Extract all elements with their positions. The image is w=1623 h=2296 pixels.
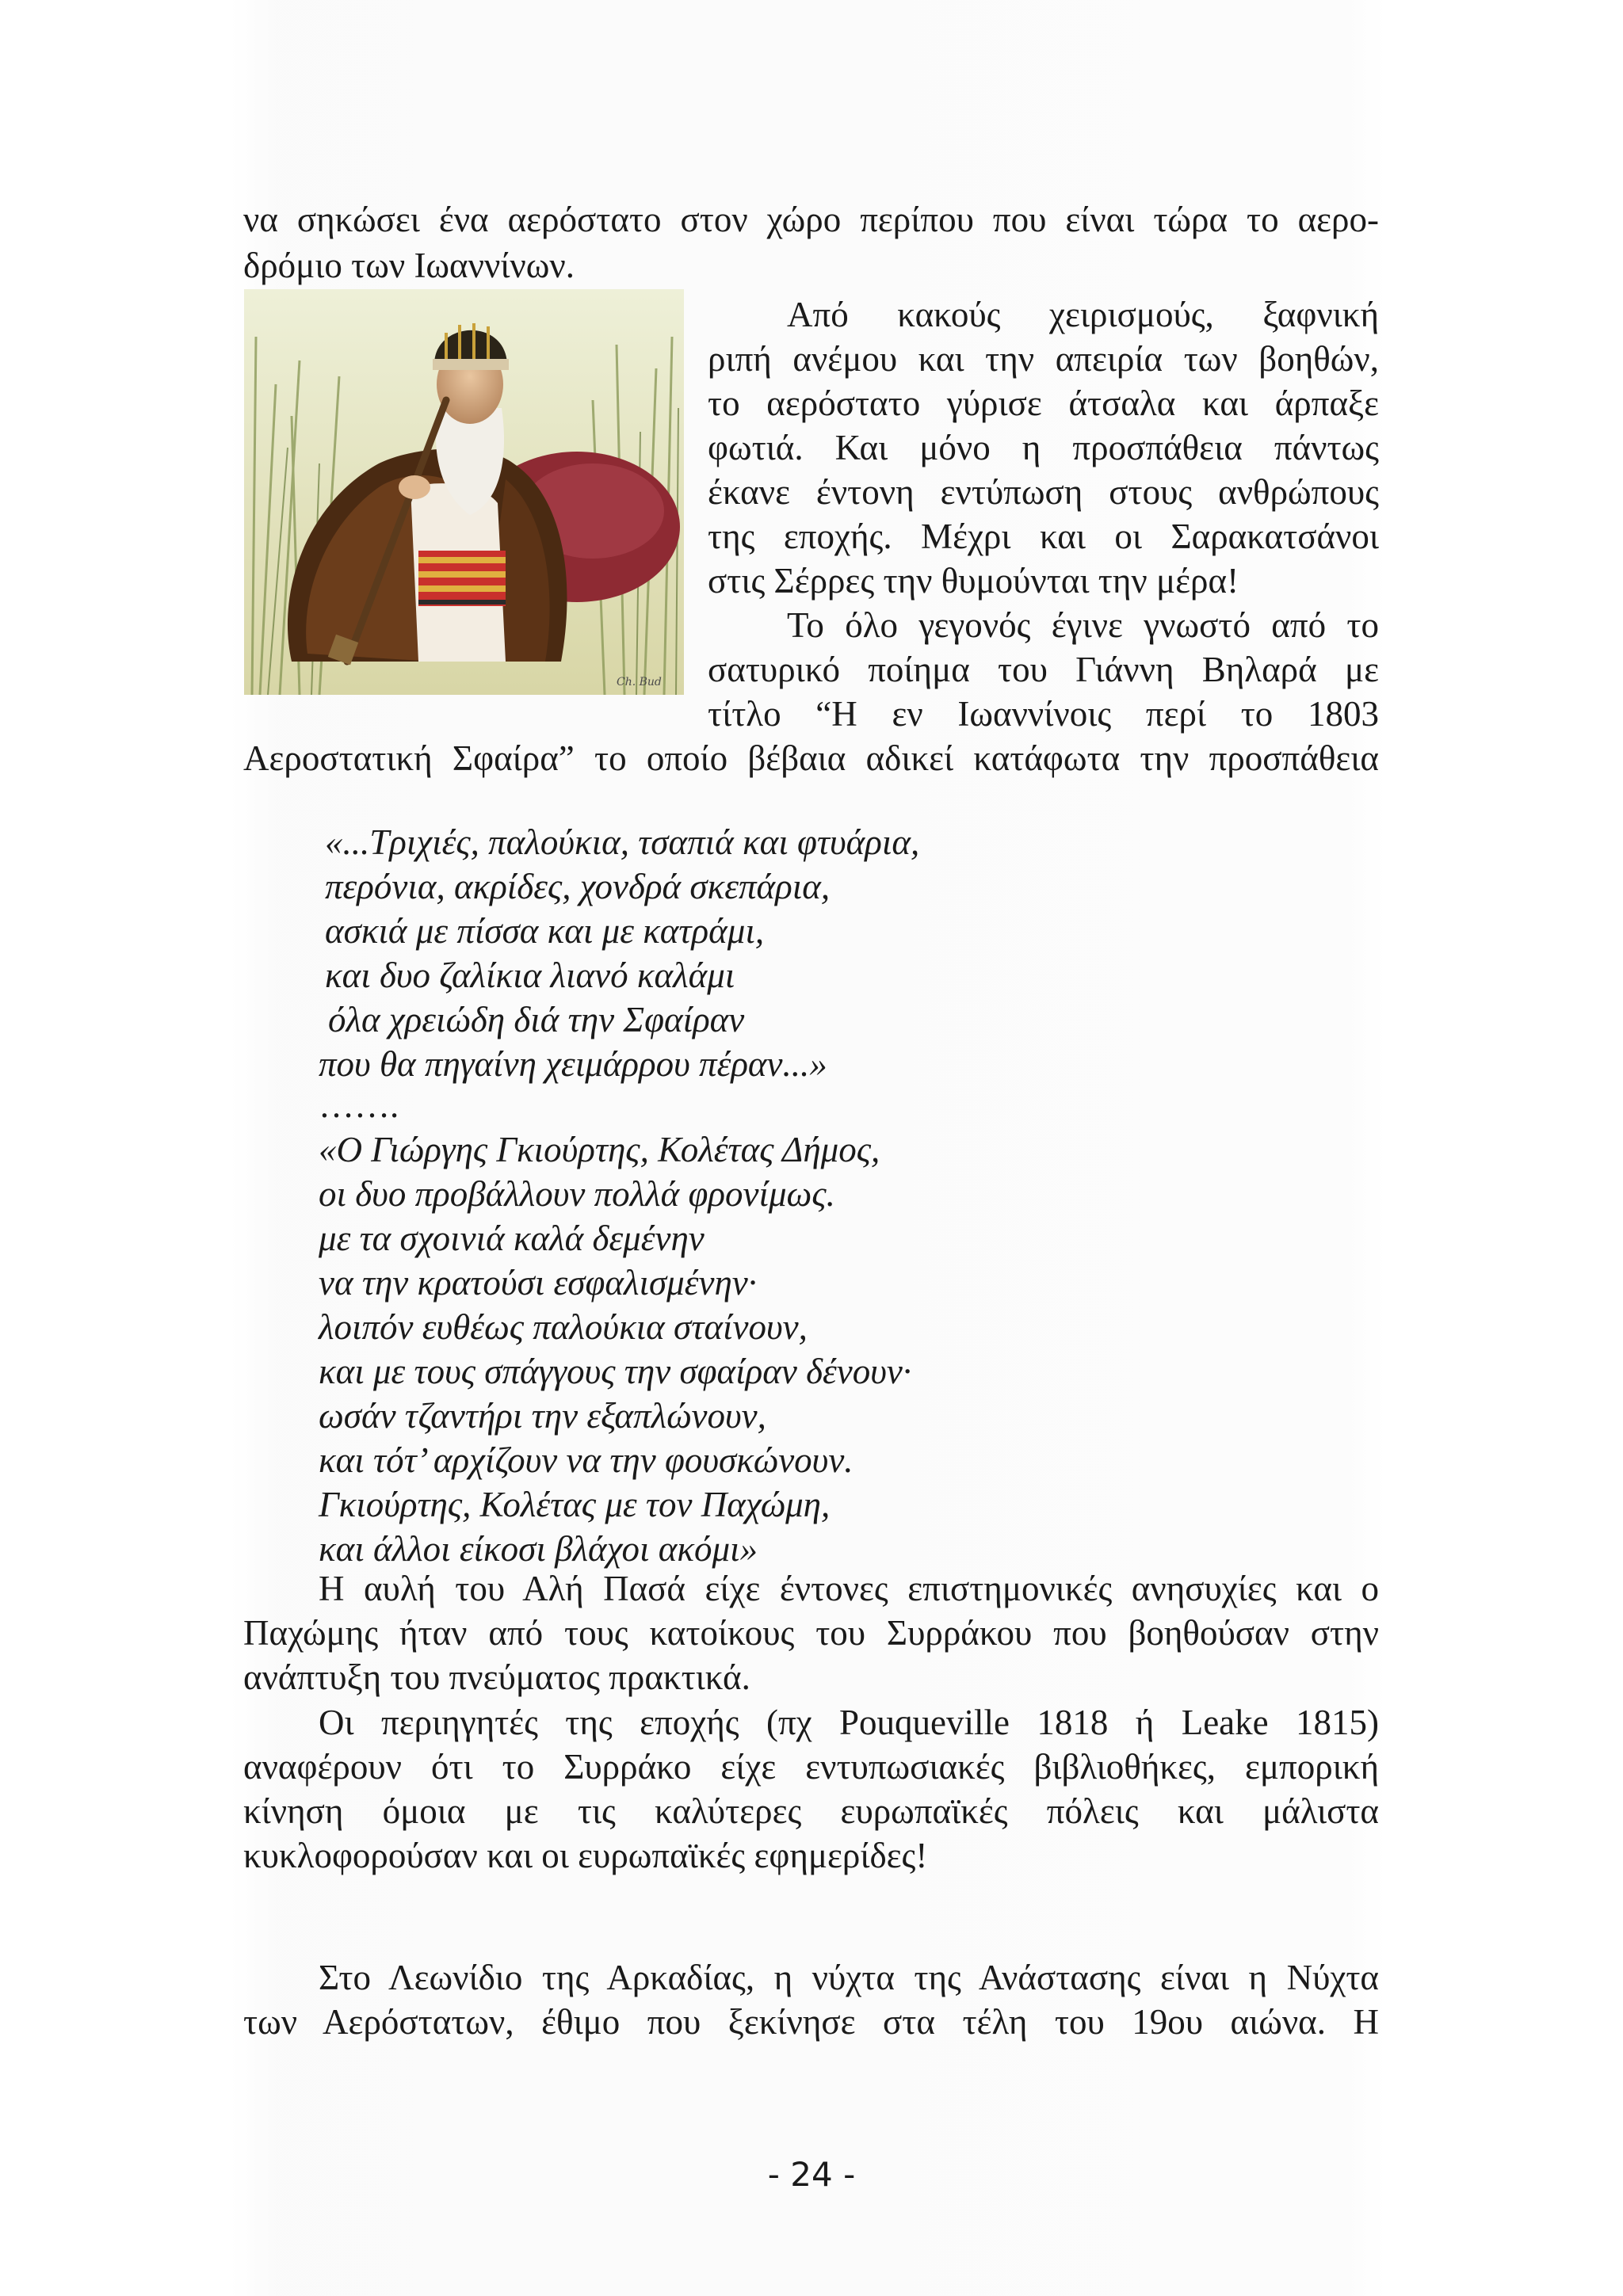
poem-line: οι δυο προβάλλουν πολλά φρονίμως. (319, 1174, 835, 1214)
travellers-line-2: αναφέρουν ότι το Συρράκο είχε εντυπωσιακές βιβλιοθήκες, εμπορική (243, 1747, 1379, 1787)
wrap-line-5: έκανε έντονη εντύπωση στους ανθρώπους (708, 472, 1379, 512)
wrap-line-9: σατυρικό ποίημα του Γιάννη Βηλαρά με (708, 650, 1379, 689)
poem-line: και άλλοι είκοσι βλάχοι ακόμι» (319, 1529, 758, 1569)
leonidio-line-1: Στο Λεωνίδιο της Αρκαδίας, η νύχτα της Ανάστασης είναι η Νύχτα (319, 1958, 1379, 1997)
intro-line-1: να σηκώσει ένα αερόστατο στον χώρο περίπου που είναι τώρα το αερο- (243, 200, 1379, 239)
wrap-full-line: Αεροστατική Σφαίρα” το οποίο βέβαια αδικεί κατάφωτα την προσπάθεια (243, 738, 1379, 778)
court-line-2: Παχώμης ήταν από τους κατοίκους του Συρράκου που βοηθούσαν στην (243, 1613, 1379, 1653)
poem-line: λοιπόν ευθέως παλούκια σταίνουν, (319, 1307, 808, 1347)
portrait-illustration (244, 289, 684, 695)
page-number: - 24 - (767, 2155, 856, 2194)
travellers-line-3: κίνηση όμοια με τις καλύτερες ευρωπαϊκές πόλεις και μάλιστα (243, 1791, 1379, 1831)
court-line-3: ανάπτυξη του πνεύματος πρακτικά. (243, 1657, 750, 1697)
poem-line: περόνια, ακρίδες, χονδρά σκεπάρια, (325, 867, 831, 906)
poem-line: «...Τριχιές, παλούκια, τσαπιά και φτυάρια, (325, 822, 920, 862)
wrap-line-10: τίτλο “Η εν Ιωαννίνοις περί το 1803 (708, 694, 1379, 734)
wrap-line-8: Το όλο γεγονός έγινε γνωστό από το (787, 605, 1379, 645)
wrap-line-3: το αερόστατο γύρισε άτσαλα και άρπαξε (708, 383, 1379, 423)
leonidio-line-2: των Αερόστατων, έθιμο που ξεκίνησε στα τέλη του 19ου αιώνα. Η (243, 2002, 1379, 2042)
wrap-line-1: Από κακούς χειρισμούς, ξαφνική (787, 295, 1379, 334)
poem-line: και τότ’ αρχίζουν να την φουσκώνουν. (319, 1440, 854, 1480)
poem-line: με τα σχοινιά καλά δεμένην (319, 1219, 705, 1258)
poem-line: και με τους σπάγγους την σφαίραν δένουν· (319, 1352, 912, 1391)
intro-line-2: δρόμιο των Ιωαννίνων. (243, 246, 575, 285)
wrap-line-6: της εποχής. Μέχρι και οι Σαρακατσάνοι (708, 517, 1379, 556)
poem-line: Γκιούρτης, Κολέτας με τον Παχώμη, (319, 1485, 831, 1524)
poem-line: ασκιά με πίσσα και με κατράμι, (325, 911, 765, 951)
poem-line: και δυο ζαλίκια λιανό καλάμι (325, 955, 735, 995)
wrap-line-2: ριπή ανέμου και την απειρία των βοηθών, (708, 339, 1379, 379)
svg-text:Ch. Bud: Ch. Bud (617, 676, 662, 688)
poem-ellipsis: ……. (319, 1085, 399, 1125)
travellers-line-1: Οι περιηγητές της εποχής (πχ Pouqueville 1818 ή Leake 1815) (319, 1703, 1379, 1742)
poem-line: ωσάν τζαντήρι την εξαπλώνουν, (319, 1396, 766, 1436)
poem-line: όλα χρειώδη διά την Σφαίραν (328, 1000, 745, 1039)
wrap-line-4: φωτιά. Και μόνο η προσπάθεια πάντως (708, 428, 1379, 467)
poem-line: που θα πηγαίνη χειμάρρου πέραν...» (319, 1044, 827, 1084)
wrap-line-7: στις Σέρρες την θυμούνται την μέρα! (708, 561, 1239, 601)
poem-line: «Ο Γιώργης Γκιούρτης, Κολέτας Δήμος, (319, 1130, 880, 1169)
poem-line: να την κρατούσι εσφαλισμένην· (319, 1263, 757, 1302)
travellers-line-4: κυκλοφορούσαν και οι ευρωπαϊκές εφημερίδες! (243, 1836, 928, 1875)
court-line-1: Η αυλή του Αλή Πασά είχε έντονες επιστημονικές ανησυχίες και ο (319, 1569, 1379, 1608)
